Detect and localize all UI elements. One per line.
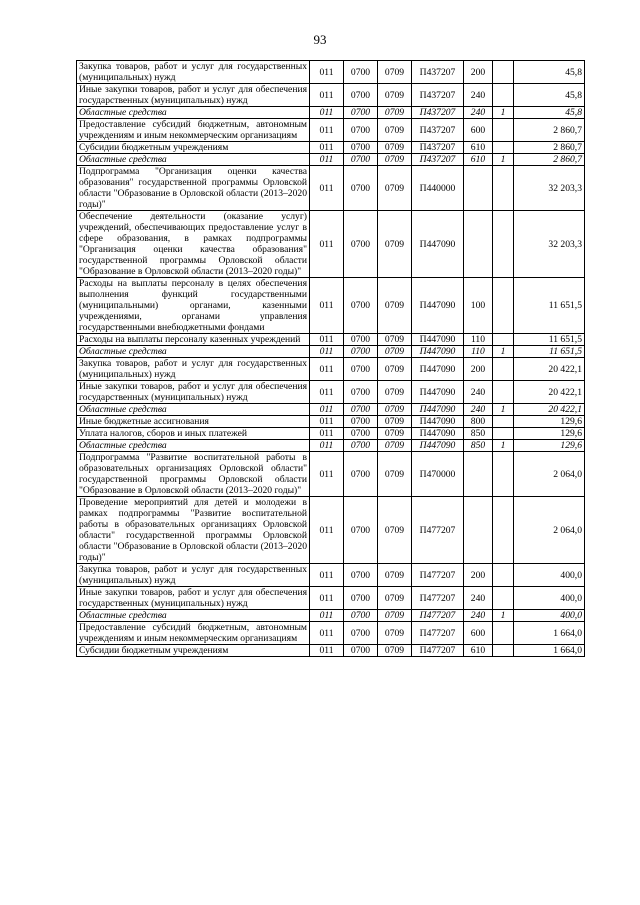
row-name: Расходы на выплаты персоналу казенных учреждений (77, 334, 310, 346)
cell-ministry-code: 011 (310, 404, 344, 416)
cell-expense-type: 200 (464, 358, 493, 381)
cell-amount: 11 651,5 (514, 278, 585, 334)
row-name: Областные средства (77, 440, 310, 452)
cell-ministry-code: 011 (310, 622, 344, 645)
cell-subsection-code: 0709 (378, 346, 412, 358)
table-row (77, 381, 585, 404)
cell-amount: 129,6 (514, 416, 585, 428)
cell-target-article: П447090 (412, 211, 464, 278)
table-row (77, 416, 585, 428)
cell-funding-source (493, 497, 514, 564)
cell-amount: 2 860,7 (514, 142, 585, 154)
row-name: Проведение мероприятий для детей и молодежи в рамках подпрограммы "Развитие воспитательной работы в образовательных организациях Орловской области" государственной программы Орловской области "Образование в Орловской области (2013–2020 годы)" (77, 497, 310, 564)
row-name: Областные средства (77, 610, 310, 622)
cell-funding-source (493, 166, 514, 211)
cell-ministry-code: 011 (310, 645, 344, 657)
cell-expense-type: 110 (464, 334, 493, 346)
cell-section-code: 0700 (344, 119, 378, 142)
cell-subsection-code: 0709 (378, 278, 412, 334)
cell-ministry-code: 011 (310, 166, 344, 211)
row-name: Расходы на выплаты персоналу в целях обеспечения выполнения функций государственными (муниципальными) органами, казенными учреждениями, органами управления государственными внебюджетными фондами (77, 278, 310, 334)
cell-target-article: П447090 (412, 416, 464, 428)
cell-subsection-code: 0709 (378, 622, 412, 645)
cell-expense-type (464, 166, 493, 211)
row-name: Предоставление субсидий бюджетным, автономным учреждениям и иным некоммерческим организациям (77, 622, 310, 645)
table-row-regional-funds (77, 440, 585, 452)
row-name: Уплата налогов, сборов и иных платежей (77, 428, 310, 440)
cell-target-article: П447090 (412, 381, 464, 404)
cell-expense-type (464, 211, 493, 278)
cell-ministry-code: 011 (310, 142, 344, 154)
cell-funding-source (493, 84, 514, 107)
cell-section-code: 0700 (344, 622, 378, 645)
table-row (77, 61, 585, 84)
cell-target-article: П477207 (412, 622, 464, 645)
table-row-regional-funds (77, 346, 585, 358)
row-name: Иные закупки товаров, работ и услуг для обеспечения государственных (муниципальных) нужд (77, 84, 310, 107)
cell-subsection-code: 0709 (378, 358, 412, 381)
cell-funding-source (493, 142, 514, 154)
cell-funding-source: 1 (493, 346, 514, 358)
cell-expense-type: 610 (464, 142, 493, 154)
cell-ministry-code: 011 (310, 452, 344, 497)
cell-target-article: П477207 (412, 564, 464, 587)
table-row (77, 428, 585, 440)
cell-subsection-code: 0709 (378, 564, 412, 587)
cell-ministry-code: 011 (310, 610, 344, 622)
cell-section-code: 0700 (344, 381, 378, 404)
cell-expense-type: 240 (464, 610, 493, 622)
cell-amount: 20 422,1 (514, 358, 585, 381)
table-row-regional-funds (77, 107, 585, 119)
cell-section-code: 0700 (344, 166, 378, 211)
row-name: Субсидии бюджетным учреждениям (77, 142, 310, 154)
cell-amount: 400,0 (514, 564, 585, 587)
cell-expense-type (464, 452, 493, 497)
cell-amount: 2 860,7 (514, 154, 585, 166)
row-name: Областные средства (77, 107, 310, 119)
cell-expense-type: 610 (464, 645, 493, 657)
cell-section-code: 0700 (344, 107, 378, 119)
cell-amount: 45,8 (514, 84, 585, 107)
cell-funding-source (493, 622, 514, 645)
row-name: Иные закупки товаров, работ и услуг для обеспечения государственных (муниципальных) нужд (77, 587, 310, 610)
row-name: Закупка товаров, работ и услуг для государственных (муниципальных) нужд (77, 564, 310, 587)
cell-expense-type: 610 (464, 154, 493, 166)
cell-target-article: П437207 (412, 142, 464, 154)
cell-section-code: 0700 (344, 154, 378, 166)
cell-section-code: 0700 (344, 334, 378, 346)
cell-section-code: 0700 (344, 61, 378, 84)
cell-subsection-code: 0709 (378, 84, 412, 107)
cell-funding-source (493, 334, 514, 346)
table-row-regional-funds (77, 154, 585, 166)
cell-ministry-code: 011 (310, 61, 344, 84)
cell-target-article: П437207 (412, 119, 464, 142)
cell-ministry-code: 011 (310, 358, 344, 381)
table-row (77, 587, 585, 610)
cell-amount: 20 422,1 (514, 381, 585, 404)
table-row (77, 166, 585, 211)
cell-expense-type: 850 (464, 440, 493, 452)
cell-section-code: 0700 (344, 84, 378, 107)
cell-section-code: 0700 (344, 211, 378, 278)
table-row (77, 497, 585, 564)
row-name: Обеспечение деятельности (оказание услуг) учреждений, обеспечивающих предоставление услуг в сфере образования, в рамках подпрограммы "Организация оценки качества образования" государственной программы Орловской области "Образование в Орловской области (2013–2020 годы)" (77, 211, 310, 278)
cell-ministry-code: 011 (310, 334, 344, 346)
row-name: Субсидии бюджетным учреждениям (77, 645, 310, 657)
cell-funding-source (493, 358, 514, 381)
table-row-regional-funds (77, 610, 585, 622)
cell-ministry-code: 011 (310, 346, 344, 358)
cell-subsection-code: 0709 (378, 416, 412, 428)
cell-funding-source (493, 587, 514, 610)
cell-ministry-code: 011 (310, 211, 344, 278)
cell-ministry-code: 011 (310, 381, 344, 404)
cell-amount: 2 860,7 (514, 119, 585, 142)
cell-subsection-code: 0709 (378, 166, 412, 211)
cell-subsection-code: 0709 (378, 107, 412, 119)
cell-section-code: 0700 (344, 564, 378, 587)
cell-subsection-code: 0709 (378, 142, 412, 154)
cell-amount: 129,6 (514, 428, 585, 440)
cell-funding-source (493, 428, 514, 440)
cell-amount: 32 203,3 (514, 211, 585, 278)
cell-funding-source (493, 278, 514, 334)
cell-ministry-code: 011 (310, 119, 344, 142)
cell-amount: 45,8 (514, 107, 585, 119)
cell-expense-type: 100 (464, 278, 493, 334)
cell-section-code: 0700 (344, 440, 378, 452)
budget-table (76, 60, 585, 657)
cell-funding-source: 1 (493, 610, 514, 622)
row-name: Областные средства (77, 346, 310, 358)
row-name: Подпрограмма "Развитие воспитательной работы в образовательных организациях Орловской области" государственной программы Орловской области "Образование в Орловской области (2013–2020 годы)" (77, 452, 310, 497)
cell-section-code: 0700 (344, 416, 378, 428)
cell-expense-type: 600 (464, 119, 493, 142)
cell-amount: 20 422,1 (514, 404, 585, 416)
table-row (77, 358, 585, 381)
cell-ministry-code: 011 (310, 278, 344, 334)
cell-subsection-code: 0709 (378, 452, 412, 497)
cell-subsection-code: 0709 (378, 645, 412, 657)
cell-subsection-code: 0709 (378, 587, 412, 610)
cell-target-article: П447090 (412, 440, 464, 452)
cell-subsection-code: 0709 (378, 610, 412, 622)
cell-section-code: 0700 (344, 404, 378, 416)
cell-funding-source: 1 (493, 440, 514, 452)
cell-expense-type (464, 497, 493, 564)
cell-target-article: П447090 (412, 334, 464, 346)
cell-amount: 45,8 (514, 61, 585, 84)
cell-target-article: П437207 (412, 154, 464, 166)
cell-expense-type: 240 (464, 404, 493, 416)
cell-target-article: П477207 (412, 587, 464, 610)
cell-expense-type: 200 (464, 564, 493, 587)
cell-subsection-code: 0709 (378, 211, 412, 278)
cell-amount: 32 203,3 (514, 166, 585, 211)
table-body (77, 61, 585, 657)
cell-section-code: 0700 (344, 452, 378, 497)
cell-subsection-code: 0709 (378, 334, 412, 346)
cell-section-code: 0700 (344, 497, 378, 564)
cell-target-article: П447090 (412, 404, 464, 416)
cell-funding-source (493, 564, 514, 587)
cell-amount: 1 664,0 (514, 622, 585, 645)
cell-subsection-code: 0709 (378, 440, 412, 452)
cell-amount: 400,0 (514, 587, 585, 610)
cell-funding-source (493, 119, 514, 142)
cell-ministry-code: 011 (310, 416, 344, 428)
cell-ministry-code: 011 (310, 154, 344, 166)
cell-ministry-code: 011 (310, 107, 344, 119)
cell-expense-type: 110 (464, 346, 493, 358)
cell-target-article: П437207 (412, 61, 464, 84)
table-row (77, 211, 585, 278)
row-name: Предоставление субсидий бюджетным, автономным учреждениям и иным некоммерческим организациям (77, 119, 310, 142)
cell-target-article: П470000 (412, 452, 464, 497)
row-name: Подпрограмма "Организация оценки качества образования" государственной программы Орловской области "Образование в Орловской области (2013–2020 годы)" (77, 166, 310, 211)
cell-amount: 2 064,0 (514, 497, 585, 564)
cell-expense-type: 240 (464, 381, 493, 404)
cell-subsection-code: 0709 (378, 119, 412, 142)
cell-subsection-code: 0709 (378, 497, 412, 564)
cell-expense-type: 200 (464, 61, 493, 84)
cell-ministry-code: 011 (310, 564, 344, 587)
cell-funding-source (493, 211, 514, 278)
table-row-regional-funds (77, 404, 585, 416)
cell-section-code: 0700 (344, 587, 378, 610)
cell-ministry-code: 011 (310, 84, 344, 107)
page-number: 93 (313, 32, 327, 47)
cell-target-article: П437207 (412, 107, 464, 119)
cell-target-article: П477207 (412, 610, 464, 622)
cell-target-article: П477207 (412, 645, 464, 657)
cell-funding-source: 1 (493, 107, 514, 119)
cell-expense-type: 240 (464, 84, 493, 107)
cell-expense-type: 850 (464, 428, 493, 440)
row-name: Областные средства (77, 404, 310, 416)
cell-section-code: 0700 (344, 346, 378, 358)
cell-funding-source (493, 452, 514, 497)
cell-expense-type: 600 (464, 622, 493, 645)
cell-subsection-code: 0709 (378, 404, 412, 416)
table-row (77, 452, 585, 497)
table-row (77, 142, 585, 154)
cell-amount: 129,6 (514, 440, 585, 452)
cell-ministry-code: 011 (310, 440, 344, 452)
cell-funding-source: 1 (493, 404, 514, 416)
cell-amount: 11 651,5 (514, 334, 585, 346)
row-name: Иные закупки товаров, работ и услуг для обеспечения государственных (муниципальных) нужд (77, 381, 310, 404)
cell-target-article: П440000 (412, 166, 464, 211)
cell-funding-source (493, 645, 514, 657)
cell-section-code: 0700 (344, 428, 378, 440)
table-row (77, 278, 585, 334)
row-name: Иные бюджетные ассигнования (77, 416, 310, 428)
cell-amount: 400,0 (514, 610, 585, 622)
row-name: Областные средства (77, 154, 310, 166)
table-row (77, 564, 585, 587)
cell-subsection-code: 0709 (378, 381, 412, 404)
row-name: Закупка товаров, работ и услуг для государственных (муниципальных) нужд (77, 61, 310, 84)
cell-subsection-code: 0709 (378, 61, 412, 84)
cell-subsection-code: 0709 (378, 428, 412, 440)
cell-amount: 2 064,0 (514, 452, 585, 497)
cell-section-code: 0700 (344, 142, 378, 154)
table-row (77, 84, 585, 107)
cell-funding-source: 1 (493, 154, 514, 166)
cell-funding-source (493, 61, 514, 84)
cell-expense-type: 240 (464, 107, 493, 119)
cell-target-article: П447090 (412, 278, 464, 334)
cell-target-article: П447090 (412, 358, 464, 381)
cell-amount: 1 664,0 (514, 645, 585, 657)
cell-subsection-code: 0709 (378, 154, 412, 166)
table-row (77, 622, 585, 645)
cell-expense-type: 240 (464, 587, 493, 610)
cell-ministry-code: 011 (310, 428, 344, 440)
cell-target-article: П447090 (412, 428, 464, 440)
row-name: Закупка товаров, работ и услуг для государственных (муниципальных) нужд (77, 358, 310, 381)
cell-target-article: П447090 (412, 346, 464, 358)
cell-ministry-code: 011 (310, 587, 344, 610)
cell-funding-source (493, 416, 514, 428)
cell-funding-source (493, 381, 514, 404)
table-row (77, 119, 585, 142)
cell-target-article: П437207 (412, 84, 464, 107)
cell-section-code: 0700 (344, 358, 378, 381)
cell-section-code: 0700 (344, 610, 378, 622)
cell-section-code: 0700 (344, 278, 378, 334)
cell-amount: 11 651,5 (514, 346, 585, 358)
cell-expense-type: 800 (464, 416, 493, 428)
cell-section-code: 0700 (344, 645, 378, 657)
table-row (77, 645, 585, 657)
table-row (77, 334, 585, 346)
cell-ministry-code: 011 (310, 497, 344, 564)
cell-target-article: П477207 (412, 497, 464, 564)
